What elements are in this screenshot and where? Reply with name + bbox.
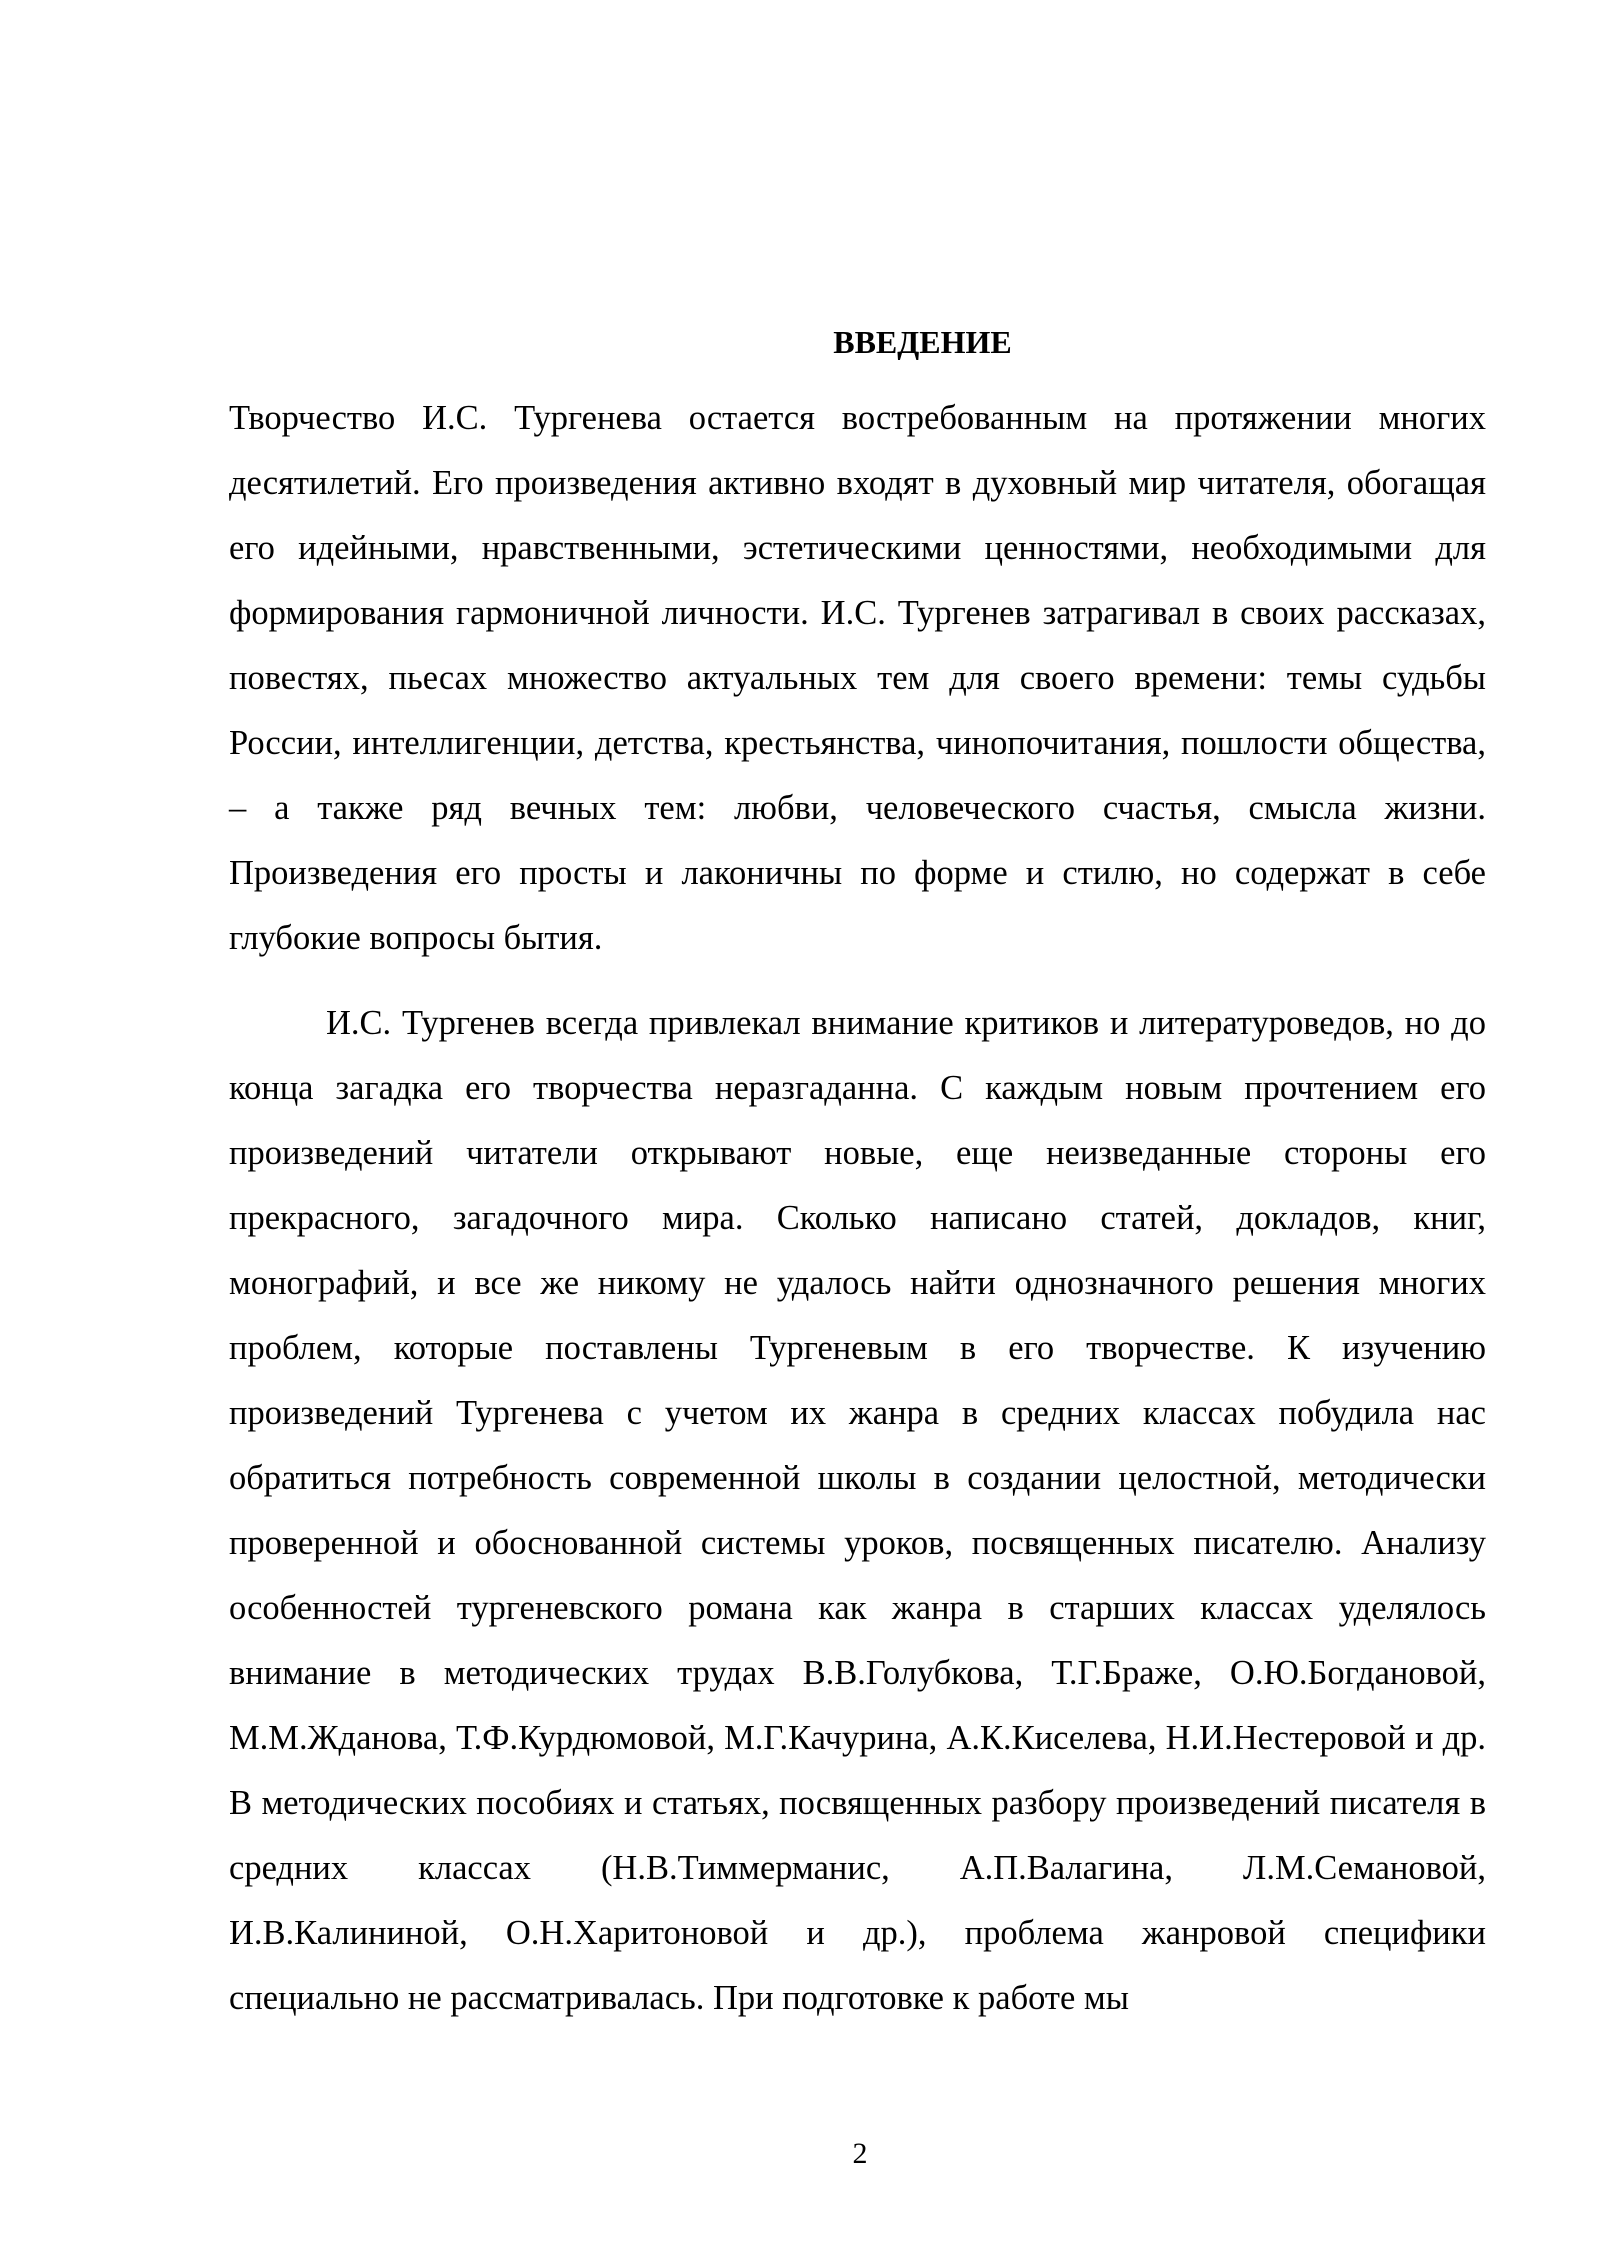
page-number: 2 — [852, 2137, 868, 2170]
section-heading: ВВЕДЕНИЕ — [833, 324, 1012, 360]
page-content — [229, 322, 1486, 2031]
paragraph-2: И.С. Тургенев всегда привлекал внимание критиков и литературоведов, но до конца загадка его творчества неразгаданна. С каждым новым прочтением его произведений читатели открывают новые, еще неизведанные стороны его прекрасного, загадочного мира. Сколько написано статей, докладов, книг, монографий, и все же никому не удалось найти однозначного решения многих проблем, которые поставлены Тургеневым в его творчестве. К изучению произведений Тургенева с учетом их жанра в средних классах побудила нас обратиться потребность современной школы в создании целостной, методически проверенной и обоснованной системы уроков, посвященных писателю. Анализу особенностей тургеневского романа как жанра в старших классах уделялось внимание в методических трудах В.В.Голубкова, Т.Г.Браже, О.Ю.Богдановой, М.М.Жданова, Т.Ф.Курдюмовой, М.Г.Качурина, А.К.Киселева, Н.И.Нестеровой и др. В методических пособиях и статьях, посвященных разбору произведений писателя в средних классах (Н.В.Тиммерманис, А.П.Валагина, Л.М.Семановой, И.В.Калининой, О.Н.Харитоновой и др.), проблема жанровой специфики специально не рассматривалась. При подготовке к работе мы — [229, 1004, 1486, 2017]
paragraph-1: Творчество И.С. Тургенева остается востребованным на протяжении многих десятилетий. Его произведения активно входят в духовный мир читателя, обогащая его идейными, нравственными, эстетическими ценностями, необходимыми для формирования гармоничной личности. И.С. Тургенев затрагивал в своих рассказах, повестях, пьесах множество актуальных тем для своего времени: темы судьбы России, интеллигенции, детства, крестьянства, чинопочитания, пошлости общества, – а также ряд вечных тем: любви, человеческого счастья, смысла жизни. Произведения его просты и лаконичны по форме и стилю, но содержат в себе глубокие вопросы бытия. — [229, 399, 1486, 957]
